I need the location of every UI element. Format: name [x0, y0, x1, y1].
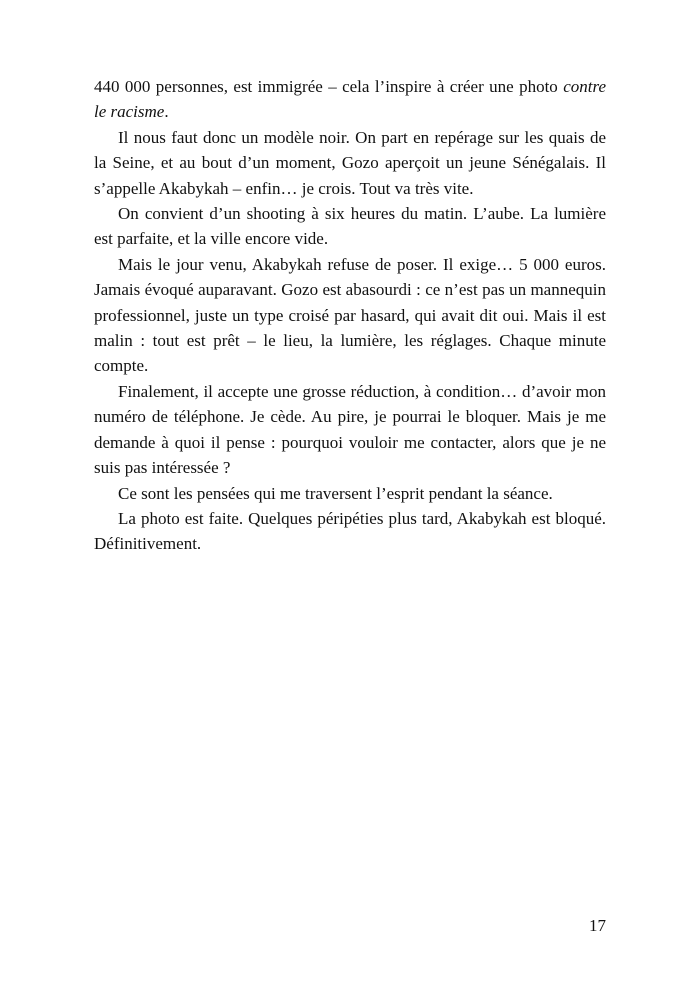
paragraph-1 — [94, 74, 606, 125]
paragraph-4: Mais le jour venu, Akabykah refuse de poser. Il exige… 5 000 euros. Jamais évoqué auparavant. Gozo est abasourdi : ce n’est pas un mannequin professionnel, juste un type croisé par hasard, qui avait dit oui. Mais il est malin : tout est prêt – le lieu, la lumière, les réglages. Chaque minute compte. — [94, 254, 606, 376]
page-body — [94, 74, 606, 557]
paragraph-3: On convient d’un shooting à six heures du matin. L’aube. La lumière est parfaite, et la ville encore vide. — [94, 204, 606, 249]
paragraph-1-end: . — [164, 102, 169, 122]
page-number: 17 — [589, 916, 606, 935]
paragraph-2: Il nous faut donc un modèle noir. On part en repérage sur les quais de la Seine, et au bout d’un moment, Gozo aperçoit un jeune Sénégalais. Il s’appelle Akabykah – enfin… je crois. Tout va très vite. — [94, 127, 606, 198]
paragraph-1-italic: contre le racisme — [94, 77, 606, 122]
paragraph-1-text: 440 000 personnes, est immigrée – cela l’inspire à créer une photo — [94, 77, 564, 96]
paragraph-6: Ce sont les pensées qui me traversent l’esprit pendant la séance. — [118, 483, 553, 503]
paragraph-7: La photo est faite. Quelques péripéties plus tard, Akabykah est bloqué. Définitivement. — [94, 508, 606, 554]
paragraph-5: Finalement, il accepte une grosse réduction, à condition… d’avoir mon numéro de téléphone. Je cède. Au pire, je pourrai le bloquer. Mais je me demande à quoi il pense : pourquoi vouloir me contacter, alors que je ne suis pas intéressée ? — [94, 381, 606, 478]
